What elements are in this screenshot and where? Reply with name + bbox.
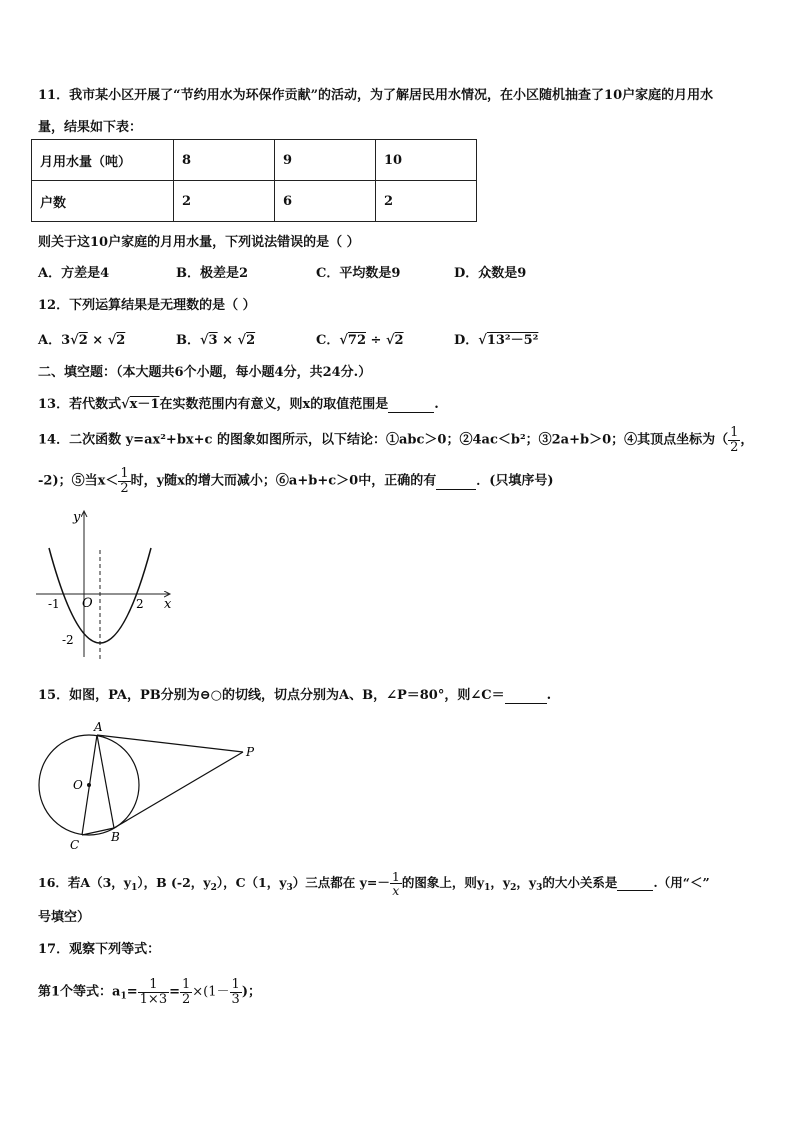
radicand: 3 [208,333,218,348]
frac-num: 1 [120,466,129,481]
fraction [138,978,169,1006]
water-usage-table [31,139,477,222]
q17-text: 第1个等式：a [38,984,121,1000]
frac-num: 1 [391,869,400,884]
table-cell: 8 [174,140,275,181]
subscript: 1 [484,883,491,894]
q11-line2: 量，结果如下表： [38,120,143,135]
q12-question: 12．下列运算结果是无理数的是（ ） [38,298,256,313]
frac-den: 3 [231,991,240,1007]
frac-num: 1 [138,978,169,993]
q15-line [38,684,551,704]
option-label: C． [316,333,340,348]
table-cell: 户数 [32,181,174,222]
q12-option-d: D．√13²－5² [454,333,539,348]
frac-den: 2 [120,480,129,496]
answer-blank [505,688,547,704]
tangent-pb [114,752,243,828]
q17-text: = [169,984,180,1000]
q16-line2: 号填空） [38,910,91,925]
q16-text: ）三点都在 y=－ [292,875,390,891]
fraction [230,978,242,1006]
q13-line: 13．若代数式√x－1在实数范围内有意义，则x的取值范围是 . [38,397,439,412]
q11-question: 则关于这10户家庭的月用水量，下列说法错误的是（ ） [38,235,360,250]
q14-line1 [38,426,753,454]
center-dot [87,783,91,787]
radicand: 13²－5² [486,333,539,348]
table-cell: 2 [174,181,275,222]
subscript: 3 [286,883,293,894]
frac-den: 2 [730,439,739,455]
table-cell: 2 [376,181,477,222]
subscript: 1 [131,883,138,894]
q16-text: 16．若A（3，y [38,875,132,891]
point-label-a: A [94,720,103,734]
q13-pre: 13．若代数式 [38,397,122,412]
q12-option-b: B．√3 × √2 [176,333,256,348]
x-axis-label: x [164,597,172,612]
q17-text: ×(1－ [192,984,230,1000]
q13-end: . [434,397,439,412]
q16-line1 [38,870,710,897]
operator: ÷ [370,333,382,348]
q16-text: 的大小关系是 [542,875,618,891]
table-cell: 月用水量（吨） [32,140,174,181]
point-label-p: P [246,745,255,759]
point-label-c: C [70,838,80,852]
subscript: 1 [120,991,127,1002]
q17-text: = [126,984,138,1000]
frac-num: 1 [182,977,191,992]
radicand: 2 [78,333,88,348]
tangent-pa [97,735,243,752]
fraction [728,426,740,454]
chord-ab [97,735,114,828]
fraction [118,467,130,495]
tick-label: -1 [48,597,60,611]
q14-l2-pre: -2)；⑤当x＜ [38,473,119,489]
table-cell: 10 [376,140,477,181]
q16-text: ），B (-2，y [137,875,211,891]
frac-den: 2 [182,991,191,1007]
table-cell: 6 [275,181,376,222]
subscript: 2 [510,883,517,894]
radicand: 2 [246,333,256,348]
answer-blank [436,474,476,490]
q16-text: .（用“＜” [653,875,710,891]
q13-post: 在实数范围内有意义，则x的取值范围是 [159,397,389,412]
q15-pre: 15．如图，PA，PB分别为⊖○的切线，切点分别为A、B，∠P＝80°，则∠C＝ [38,688,505,703]
q14-line2 [38,467,554,495]
subscript: 2 [210,883,217,894]
q11-option-b: B．极差是2 [176,266,249,281]
q17-equation-1 [38,978,261,1006]
radicand: 2 [116,333,126,348]
radicand: 2 [394,333,404,348]
q16-text: ），C（1，y [216,875,287,891]
subscript: 3 [536,883,543,894]
frac-num: 1 [730,425,739,440]
q14-comma: ， [740,432,754,448]
y-axis-label: y [73,510,81,525]
table-cell: 9 [275,140,376,181]
fraction [180,978,192,1006]
table-row [32,140,477,181]
q16-text: 的图象上，则y [401,875,485,891]
q15-end: . [546,688,552,703]
q11-option-c: C．平均数是9 [316,266,401,281]
q11-option-d: D．众数是9 [454,266,527,281]
point-label-o: O [73,778,83,792]
section-title: 二、填空题：（本大题共6个小题，每小题4分，共24分.） [38,365,372,380]
tick-label: -2 [62,633,74,647]
frac-den: x [392,883,400,899]
answer-blank [388,397,434,413]
operator: × [92,333,104,348]
q11-line1: 11．我市某小区开展了“节约用水为环保作贡献”的活动，为了解居民用水情况，在小区随机抽查了10户家庭的月用水 [38,88,714,103]
q11-option-a: A．方差是4 [38,266,110,281]
tick-label: 2 [136,597,144,611]
circle-tangent-figure [30,715,270,855]
q14-l2-post: 时，y随x的增大而减小；⑥a+b+c＞0中，正确的有 [130,473,437,489]
origin-label: O [82,596,93,611]
answer-blank [617,875,653,891]
q16-text: ，y [490,875,511,891]
q12-option-c: C．√72 ÷ √2 [316,333,404,348]
radicand: 72 [347,333,366,348]
fraction [390,870,402,897]
table-row [32,181,477,222]
q17-title: 17．观察下列等式： [38,942,161,957]
operator: × [222,333,234,348]
q16-text: ，y [516,875,537,891]
frac-num: 1 [231,977,240,992]
q14-l2-end: ．(只填序号) [476,473,554,489]
q14-pre: 14．二次函数 y=ax²+bx+c 的图象如图所示，以下结论：①abc＞0；②4ac＜b²；③2a+b＞0；④其顶点坐标为（ [38,432,729,448]
point-label-b: B [111,830,120,844]
frac-den: 1×3 [139,991,168,1007]
q17-text: )； [241,984,261,1000]
option-label: D． [454,333,479,348]
q12-option-a: A．3√2 × √2 [38,333,126,348]
option-label: A．3 [38,333,71,348]
parabola-graph [30,505,180,665]
option-label: B． [176,333,200,348]
radicand: x－1 [129,397,160,412]
